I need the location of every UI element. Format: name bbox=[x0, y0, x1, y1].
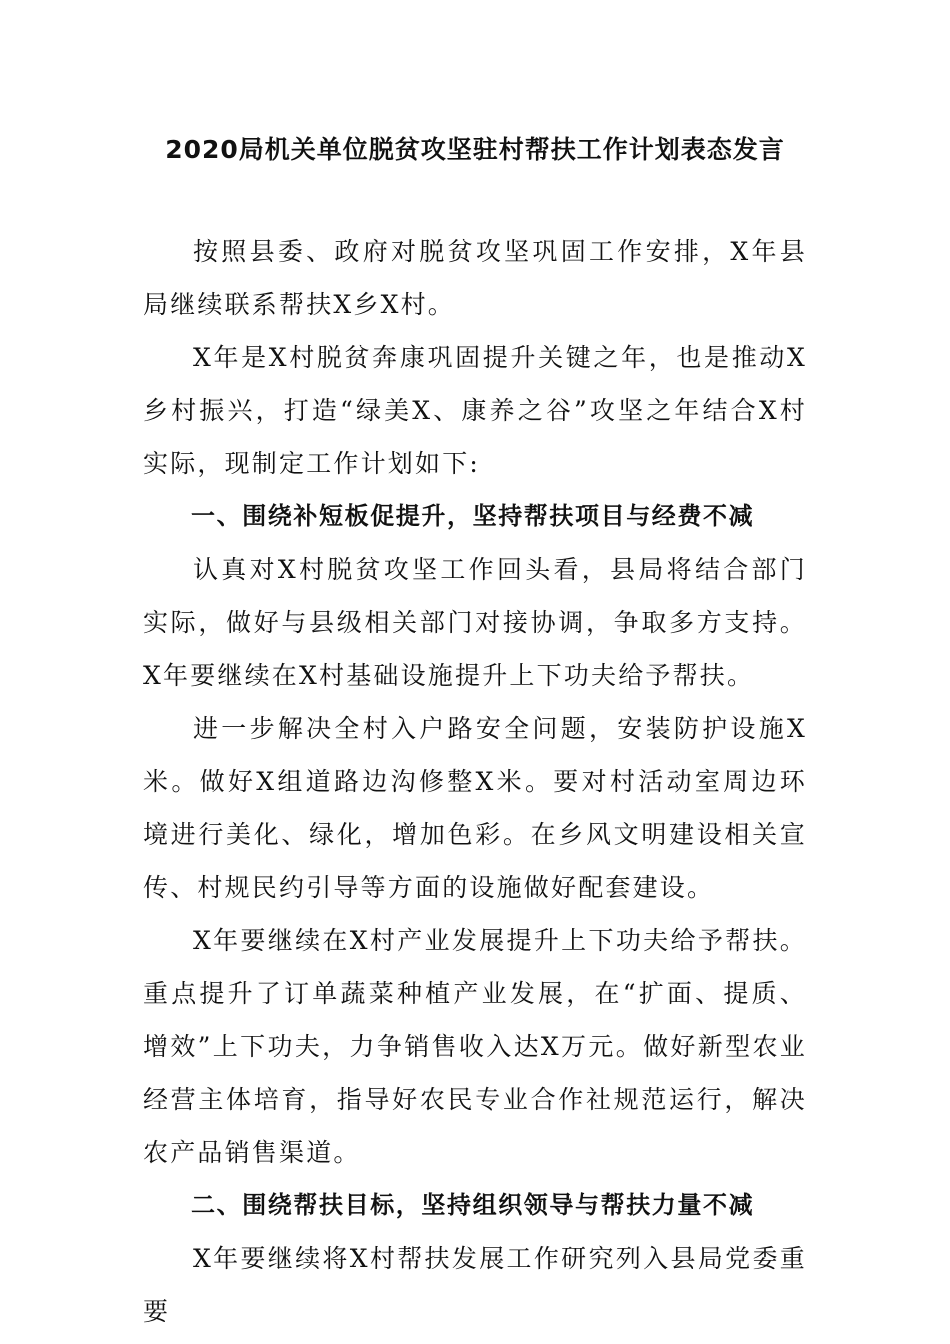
section-1-heading: 一、围绕补短板促提升，坚持帮扶项目与经费不减 bbox=[191, 502, 755, 530]
section-2-heading: 二、围绕帮扶目标，坚持组织领导与帮扶力量不减 bbox=[191, 1191, 755, 1219]
document-title: 2020局机关单位脱贫攻坚驻村帮扶工作计划表态发言 bbox=[165, 135, 785, 164]
section-1-paragraph-2: 进一步解决全村入户路安全问题，安装防护设施X米。做好X组道路边沟修整X米。要对村活动室周边环境进行美化、绿化，增加色彩。在乡风文明建设相关宣传、村规民约引导等方面的设施做好配套建设。 bbox=[143, 714, 807, 902]
section-1-paragraph-1: 认真对X村脱贫攻坚工作回头看，县局将结合部门实际，做好与县级相关部门对接协调，争取多方支持。X年要继续在X村基础设施提升上下功夫给予帮扶。 bbox=[143, 555, 807, 690]
intro-paragraph-2: X年是X村脱贫奔康巩固提升关键之年，也是推动X乡村振兴，打造“绿美X、康养之谷”攻坚之年结合X村实际，现制定工作计划如下: bbox=[143, 343, 807, 478]
intro-paragraph-1: 按照县委、政府对脱贫攻坚巩固工作安排，X年县局继续联系帮扶X乡X村。 bbox=[143, 237, 807, 319]
section-2-paragraph-1: X年要继续将X村帮扶发展工作研究列入县局党委重要 bbox=[143, 1244, 807, 1326]
section-1-paragraph-3: X年要继续在X村产业发展提升上下功夫给予帮扶。重点提升了订单蔬菜种植产业发展，在“扩面、提质、增效”上下功夫，力争销售收入达X万元。做好新型农业经营主体培育，指导好农民专业合作社规范运行，解决农产品销售渠道。 bbox=[143, 926, 807, 1167]
document-body bbox=[143, 225, 807, 1338]
